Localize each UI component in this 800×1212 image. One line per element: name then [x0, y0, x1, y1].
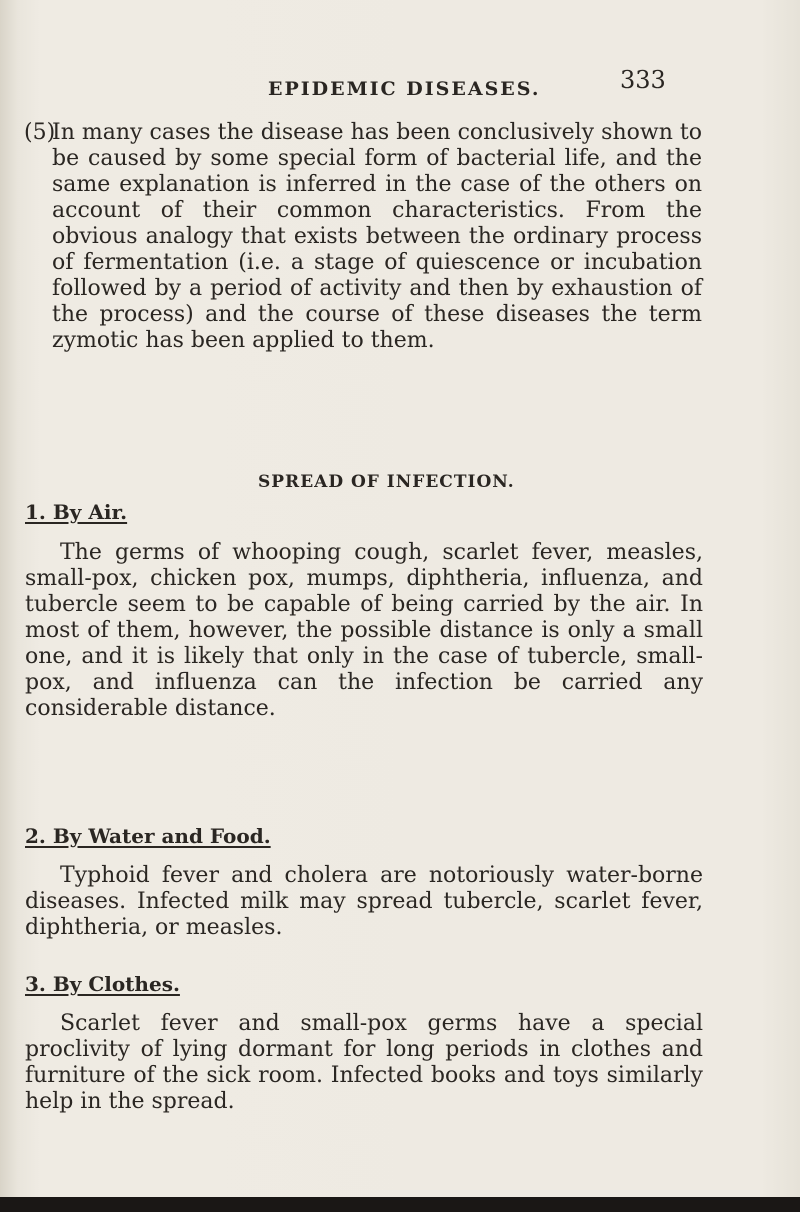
paragraph-by-water-and-food: Typhoid fever and cholera are notoriously water-borne diseases. Infected milk may spread tubercle, scarlet fever, diphtheria, or measles.: [25, 863, 703, 940]
subheading-by-water-and-food: 2. By Water and Food.: [25, 824, 271, 848]
page-number: 333: [620, 66, 666, 94]
paragraph-5-text: In many cases the disease has been conclusively shown to be caused by some special form of bacterial life, and the same explanation is inferred in the case of the others on account of their common characteristics. From the obvious analogy that exists between the ordinary process of fermentation (i.e. a stage of quiescence or incubation followed by a period of activity and then by exhaustion of the process) and the course of these diseases the term zymotic has been applied to them.: [52, 120, 702, 353]
paragraph-5: [24, 120, 702, 354]
page-header: [0, 66, 800, 108]
paragraph-5-number: (5): [24, 120, 56, 145]
running-head: EPIDEMIC DISEASES.: [268, 78, 541, 100]
scan-bottom-edge: [0, 1197, 800, 1212]
subheading-by-clothes: 3. By Clothes.: [25, 972, 180, 996]
section-title: SPREAD OF INFECTION.: [258, 472, 515, 492]
paragraph-by-air: The germs of whooping cough, scarlet fever, measles, small-pox, chicken pox, mumps, diphtheria, influenza, and tubercle seem to be capable of being carried by the air. In most of them, however, the possible distance is only a small one, and it is likely that only in the case of tubercle, small-pox, and influenza can the infection be carried any considerable distance.: [25, 540, 703, 721]
subheading-by-air: 1. By Air.: [25, 500, 128, 524]
paragraph-by-clothes: Scarlet fever and small-pox germs have a special proclivity of lying dormant for long periods in clothes and furniture of the sick room. Infected books and toys similarly help in the spread.: [25, 1011, 703, 1114]
